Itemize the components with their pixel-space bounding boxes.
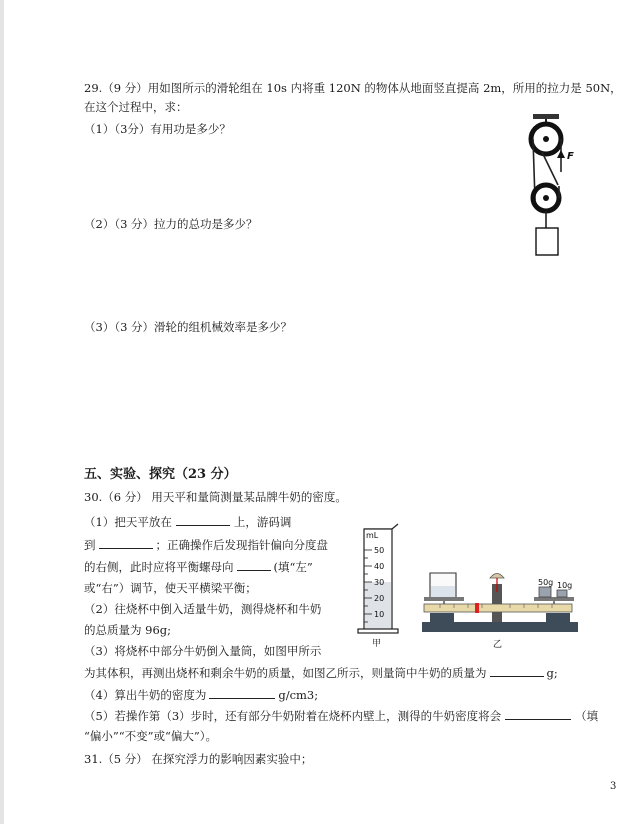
tick-label: 40 <box>374 562 385 571</box>
cylinder-unit: mL <box>366 531 379 540</box>
tick-label: 50 <box>374 546 385 555</box>
q29-sub2: （2）（3 分）拉力的总功是多少？ <box>84 217 258 231</box>
answer-blank-2[interactable] <box>99 536 153 549</box>
answer-blank-3[interactable] <box>237 558 271 571</box>
weight-large-label: 50g <box>538 578 554 587</box>
q29-sub1: （1）（3分）有用功是多少？ <box>84 122 231 136</box>
pointer-dial <box>490 574 504 579</box>
q30-s5-line1: （5）若操作第（3）步时，还有部分牛奶附着在烧杯内壁上，测得的牛奶密度将会 （填 <box>84 709 599 723</box>
balance-beam <box>424 604 572 612</box>
tick-label: 20 <box>374 594 385 603</box>
weight-small-label: 10g <box>557 581 573 590</box>
q30-s3-line1: （3）将烧杯中部分牛奶倒入量筒，如图甲所示 <box>84 644 322 658</box>
load-block <box>536 228 558 255</box>
section-title: 五、实验、探究（23 分） <box>84 467 237 482</box>
figure-jia-caption: 甲 <box>372 639 382 649</box>
weight-50g <box>539 587 551 597</box>
q29-stem-line1: 29.（9 分）用如图所示的滑轮组在 10s 内将重 120N 的物体从地面竖直提高 2m，所用的拉力是 50N， <box>84 81 622 95</box>
q30-s3-line2: 为其体积，再测出烧杯和剩余牛奶的质量，如图乙所示，则量筒中牛奶的质量为 g; <box>84 666 558 680</box>
q30-s5-line2: “偏小”“不变”或“偏大”）。 <box>84 729 218 743</box>
rider-weight <box>475 603 479 613</box>
answer-blank-6[interactable] <box>505 707 571 720</box>
measuring-cylinder-figure <box>352 523 404 649</box>
force-label: F <box>567 151 574 162</box>
q30-s2-line1: （2）往烧杯中倒入适量牛奶，测得烧杯和牛奶 <box>84 602 322 616</box>
answer-blank-4[interactable] <box>490 664 544 677</box>
q30-s1-line4: 或“右”）调节，使天平横梁平衡； <box>84 581 257 595</box>
q30-s1-line2: 到 ；正确操作后发现指针偏向分度盘 <box>84 538 328 552</box>
tick-label: 30 <box>374 578 385 587</box>
q29-sub3: （3）（3 分）滑轮的组机械效率是多少？ <box>84 320 293 334</box>
figure-yi-caption: 乙 <box>493 640 503 650</box>
answer-blank-1[interactable] <box>176 513 230 526</box>
page-number: 3 <box>610 781 617 792</box>
balance-figure <box>410 566 585 650</box>
q30-s1-line1: （1）把天平放在 上，游码调 <box>84 515 292 529</box>
tick-label: 10 <box>374 610 385 619</box>
q30-s1-line3: 的右侧，此时应将平衡螺母向 (填“左” <box>84 560 313 574</box>
balance-base <box>422 622 578 632</box>
q29-stem-line2: 在这个过程中，求： <box>84 100 188 114</box>
milk-column <box>365 582 391 629</box>
q30-s2-line2: 的总质量为 96g; <box>84 623 172 637</box>
pulley-figure <box>520 112 580 258</box>
page-left-edge <box>0 0 4 824</box>
q30-stem: 30.（6 分） 用天平和量筒测量某品牌牛奶的密度。 <box>84 490 347 504</box>
weight-10g <box>557 590 567 597</box>
ceiling-mount <box>533 114 559 119</box>
q31-stem: 31.（5 分） 在探究浮力的影响因素实验中； <box>84 752 313 766</box>
answer-blank-5[interactable] <box>209 686 275 699</box>
q30-s4: （4）算出牛奶的密度为 g/cm3; <box>84 688 319 702</box>
